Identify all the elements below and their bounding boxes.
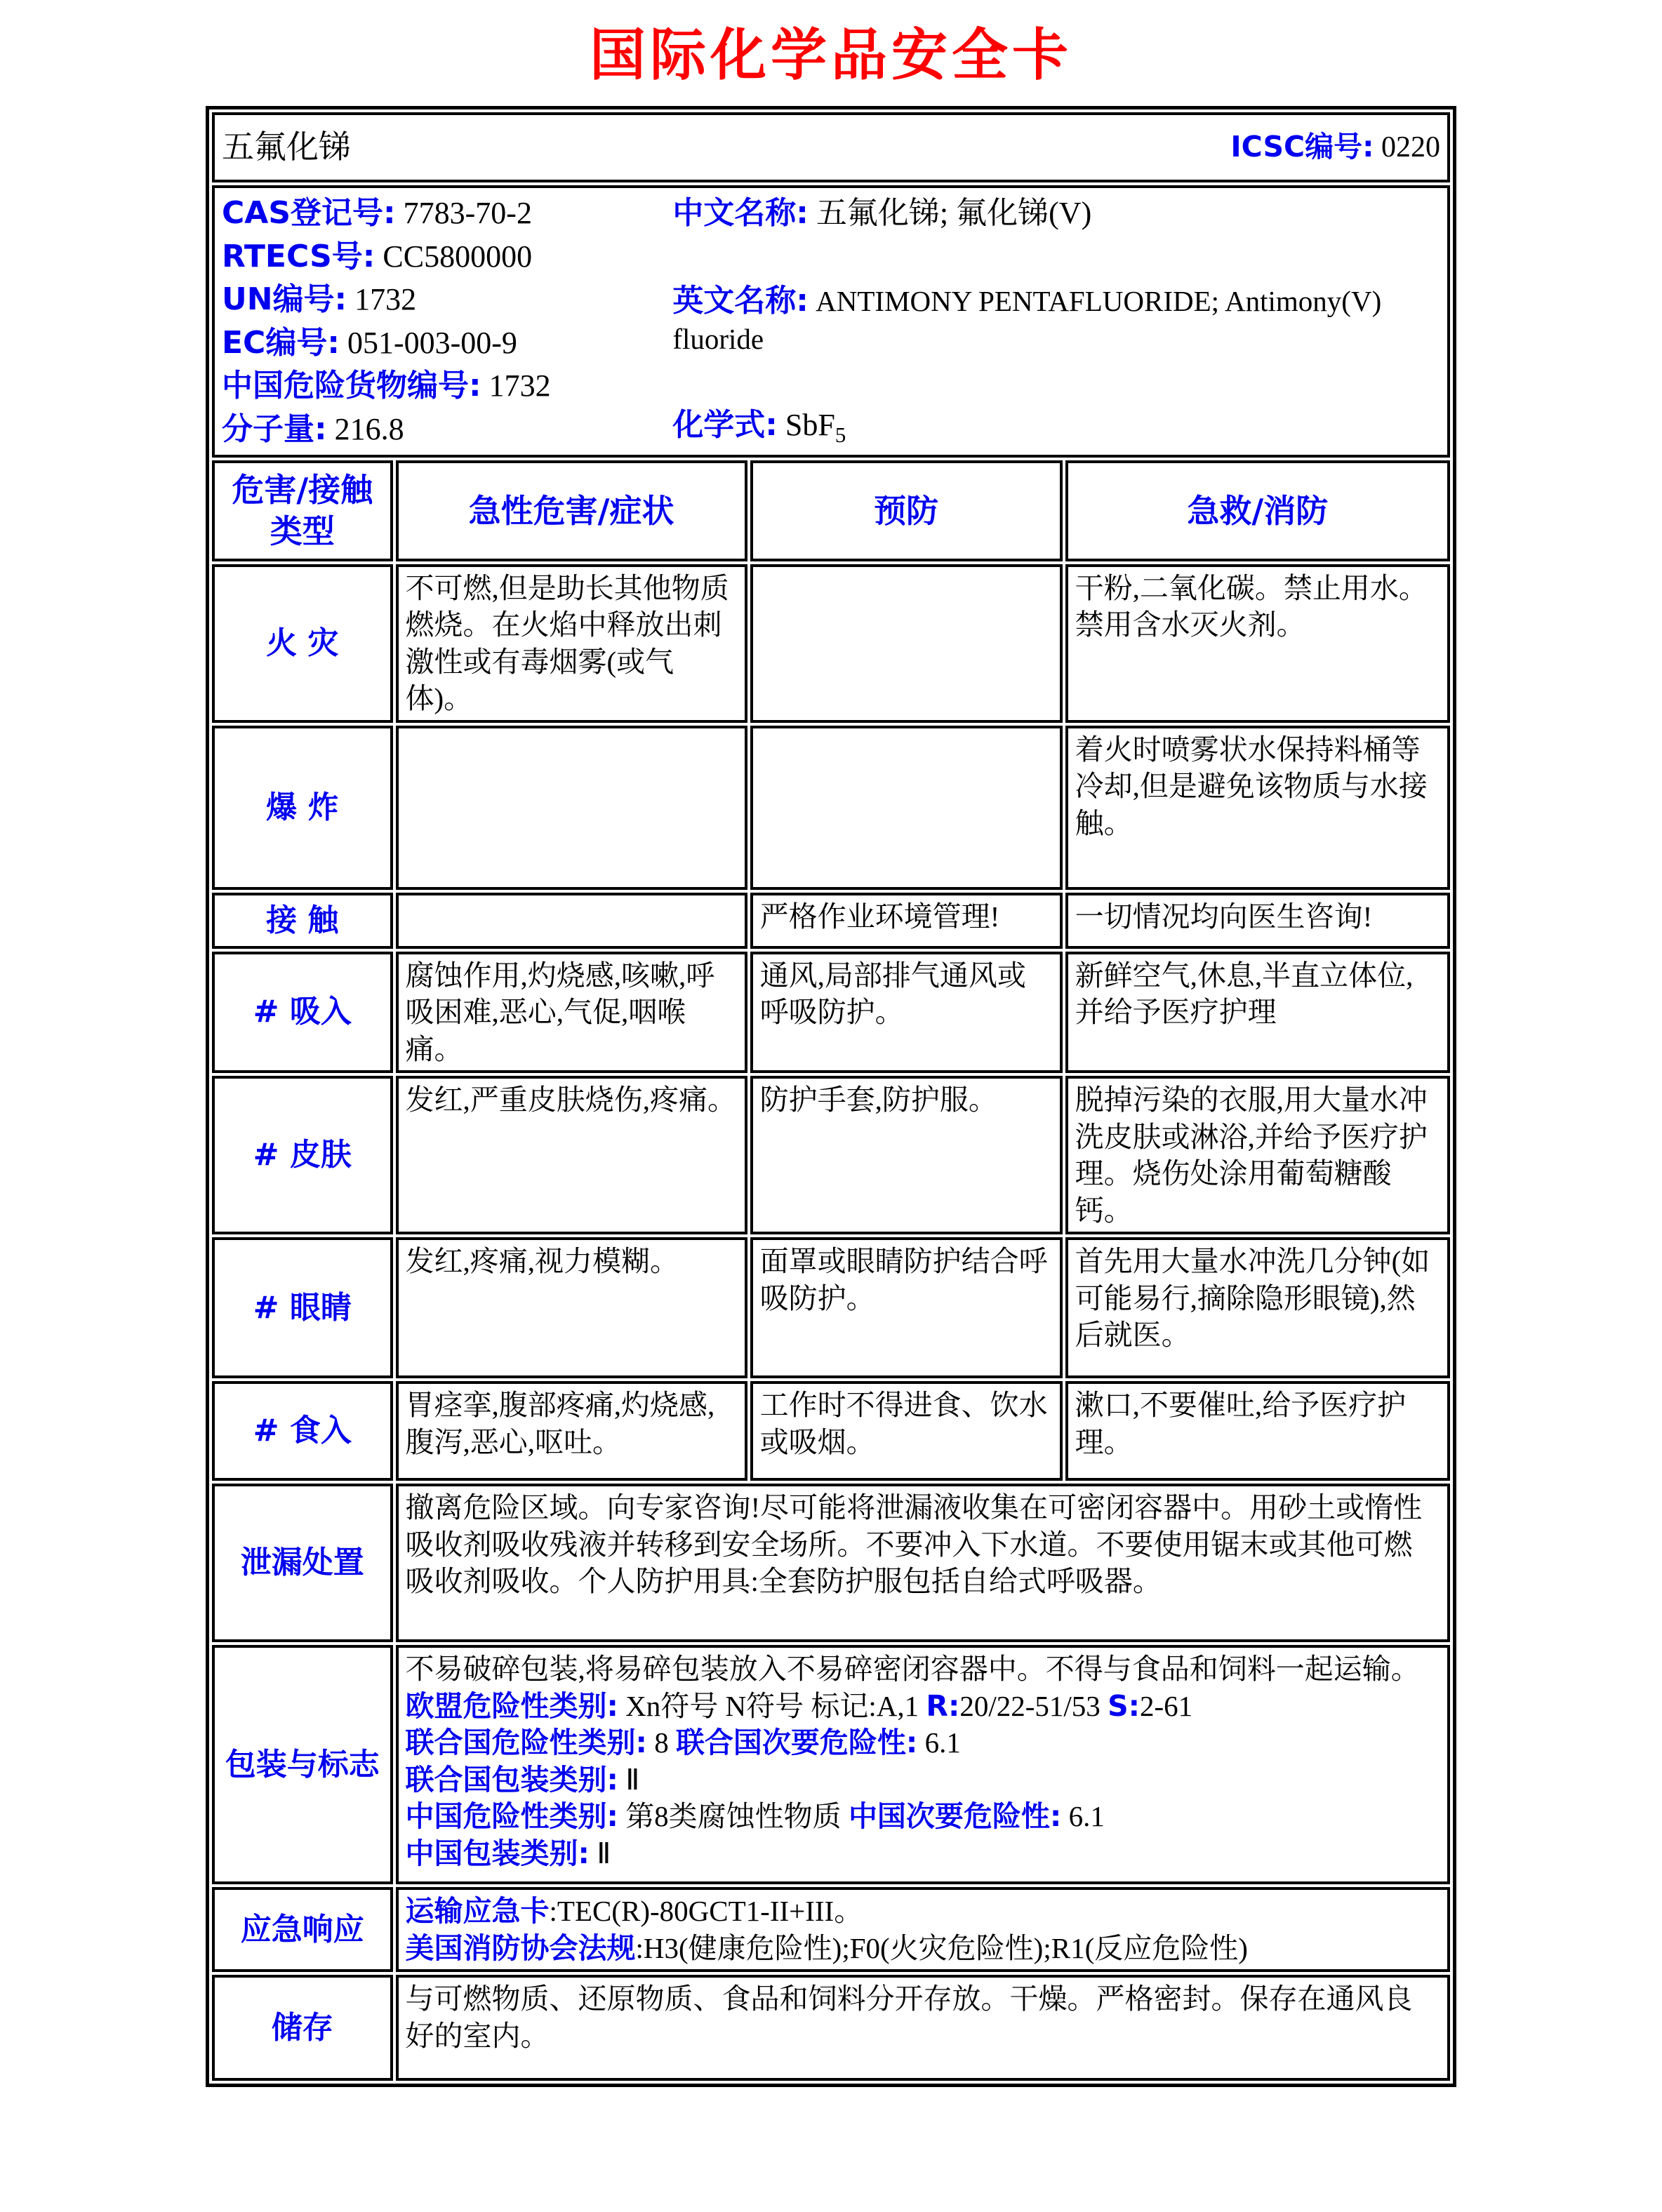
packaging-cell xyxy=(396,1645,1450,1884)
inhalation-label: # 吸入 xyxy=(212,952,393,1073)
un-number: UN编号: 1732 xyxy=(222,281,417,318)
skin-label: # 皮肤 xyxy=(212,1076,393,1234)
storage-text: 与可燃物质、还原物质、食品和饲料分开存放。干燥。严格密封。保存在通风良好的室内。 xyxy=(396,1975,1450,2081)
eu-classification-line: 欧盟危险性类别: Xn符号 N符号 标记:A,1 R:20/22-51/53 S:2-61 xyxy=(405,1688,1193,1723)
inhalation-prevention: 通风,局部排气通风或呼吸防护。 xyxy=(750,952,1063,1073)
hazard-header-row xyxy=(212,460,1450,561)
icsc-number-value: 0220 xyxy=(1381,131,1440,164)
chemical-formula: 化学式: SbF$_5$ xyxy=(672,406,846,447)
ingestion-row xyxy=(212,1381,1450,1481)
eyes-prevention: 面罩或眼睛防护结合呼吸防护。 xyxy=(750,1237,1063,1378)
header-cell xyxy=(212,112,1450,182)
contact-label: 接 触 xyxy=(212,893,393,949)
eyes-firstaid: 首先用大量水冲洗几分钟(如可能易行,摘除隐形眼镜),然后就医。 xyxy=(1065,1237,1450,1378)
eyes-symptoms: 发红,疼痛,视力模糊。 xyxy=(396,1237,747,1378)
ec-number: EC编号: 051-003-00-9 xyxy=(222,324,517,361)
inhalation-symptoms: 腐蚀作用,灼烧感,咳嗽,呼吸困难,恶心,气促,咽喉痛。 xyxy=(396,952,747,1073)
identification-right xyxy=(672,191,1440,452)
fire-prevention xyxy=(750,564,1063,723)
explosion-prevention xyxy=(750,726,1063,890)
emergency-label: 应急响应 xyxy=(212,1887,393,1972)
china-packing-group-line: 中国包装类别: Ⅱ xyxy=(405,1836,611,1870)
ingestion-prevention: 工作时不得进食、饮水或吸烟。 xyxy=(750,1381,1063,1481)
fire-label: 火 灾 xyxy=(212,564,393,723)
page-title: 国际化学品安全卡 xyxy=(590,22,1072,88)
identification-cell xyxy=(212,185,1450,458)
packaging-label: 包装与标志 xyxy=(212,1645,393,1884)
header-row xyxy=(212,112,1450,182)
ingestion-label: # 食入 xyxy=(212,1381,393,1481)
fire-symptoms: 不可燃,但是助长其他物质燃烧。在火焰中释放出刺激性或有毒烟雾(或气体)。 xyxy=(396,564,747,723)
molecular-weight: 分子量: 216.8 xyxy=(222,411,404,447)
skin-firstaid: 脱掉污染的衣服,用大量水冲洗皮肤或淋浴,并给予医疗护理。烧伤处涂用葡萄糖酸钙。 xyxy=(1065,1076,1450,1234)
un-packing-group-line: 联合国包装类别: Ⅱ xyxy=(405,1762,640,1797)
emergency-row xyxy=(212,1887,1450,1972)
contact-firstaid: 一切情况均向医生咨询! xyxy=(1065,893,1450,949)
explosion-firstaid: 着火时喷雾状水保持料桶等冷却,但是避免该物质与水接触。 xyxy=(1065,726,1450,890)
tec-card-line: 运输应急卡:TEC(R)-80GCT1-II+III。 xyxy=(405,1894,863,1928)
china-dangerous-goods-number: 中国危险货物编号: 1732 xyxy=(222,368,551,404)
col-header-symptoms: 急性危害/症状 xyxy=(396,460,747,561)
packaging-row xyxy=(212,1645,1450,1884)
spillage-row xyxy=(212,1484,1450,1642)
identification-left xyxy=(222,191,672,452)
icsc-table xyxy=(206,106,1456,2087)
packaging-intro: 不易破碎包装,将易碎包装放入不易碎密闭容器中。不得与食品和饲料一起运输。 xyxy=(405,1653,1420,1686)
icsc-number-label: ICSC编号: xyxy=(1230,129,1374,164)
inhalation-firstaid: 新鲜空气,休息,半直立体位,并给予医疗护理 xyxy=(1065,952,1450,1073)
emergency-cell xyxy=(396,1887,1450,1972)
storage-label: 储存 xyxy=(212,1975,393,2081)
skin-prevention: 防护手套,防护服。 xyxy=(750,1076,1063,1234)
identification-row xyxy=(212,185,1450,458)
un-classification-line: 联合国危险性类别: 8 联合国次要危险性: 6.1 xyxy=(405,1726,961,1760)
contact-symptoms xyxy=(396,893,747,949)
col-header-prevention: 预防 xyxy=(750,460,1063,561)
contact-row xyxy=(212,893,1450,949)
chinese-name: 中文名称: 五氟化锑; 氟化锑(V) xyxy=(672,195,1092,231)
spillage-label: 泄漏处置 xyxy=(212,1484,393,1642)
explosion-row xyxy=(212,726,1450,890)
contact-prevention: 严格作业环境管理! xyxy=(750,893,1063,949)
spillage-text: 撤离危险区域。向专家咨询!尽可能将泄漏液收集在可密闭容器中。用砂土或惰性吸收剂吸收残液并转移到安全场所。不要冲入下水道。不要使用锯末或其他可燃吸收剂吸收。个人防护用具:全套防护服包括自给式呼吸器。 xyxy=(396,1484,1450,1642)
ingestion-firstaid: 漱口,不要催吐,给予医疗护理。 xyxy=(1065,1381,1450,1481)
skin-symptoms: 发红,严重皮肤烧伤,疼痛。 xyxy=(396,1076,747,1234)
eyes-row xyxy=(212,1237,1450,1378)
fire-row xyxy=(212,564,1450,723)
icsc-number xyxy=(1230,128,1440,167)
ingestion-symptoms: 胃痉挛,腹部疼痛,灼烧感,腹泻,恶心,呕吐。 xyxy=(396,1381,747,1481)
fire-firstaid: 干粉,二氧化碳。禁止用水。禁用含水灭火剂。 xyxy=(1065,564,1450,723)
skin-row xyxy=(212,1076,1450,1234)
explosion-label: 爆 炸 xyxy=(212,726,393,890)
storage-row xyxy=(212,1975,1450,2081)
china-classification-line: 中国危险性类别: 第8类腐蚀性物质 中国次要危险性: 6.1 xyxy=(405,1799,1105,1834)
col-header-firstaid: 急救/消防 xyxy=(1065,460,1450,561)
eyes-label: # 眼睛 xyxy=(212,1237,393,1378)
substance-name: 五氟化锑 xyxy=(222,128,351,165)
english-name: 英文名称: ANTIMONY PENTAFLUORIDE; Antimony(V) fluoride xyxy=(672,282,1382,355)
rtecs-number: RTECS号: CC5800000 xyxy=(222,238,533,274)
cas-number: CAS登记号: 7783-70-2 xyxy=(222,195,532,231)
inhalation-row xyxy=(212,952,1450,1073)
nfpa-line: 美国消防协会法规:H3(健康危险性);F0(火灾危险性);R1(反应危险性) xyxy=(405,1931,1248,1965)
explosion-symptoms xyxy=(396,726,747,890)
col-header-hazard-type: 危害/接触类型 xyxy=(212,460,393,561)
